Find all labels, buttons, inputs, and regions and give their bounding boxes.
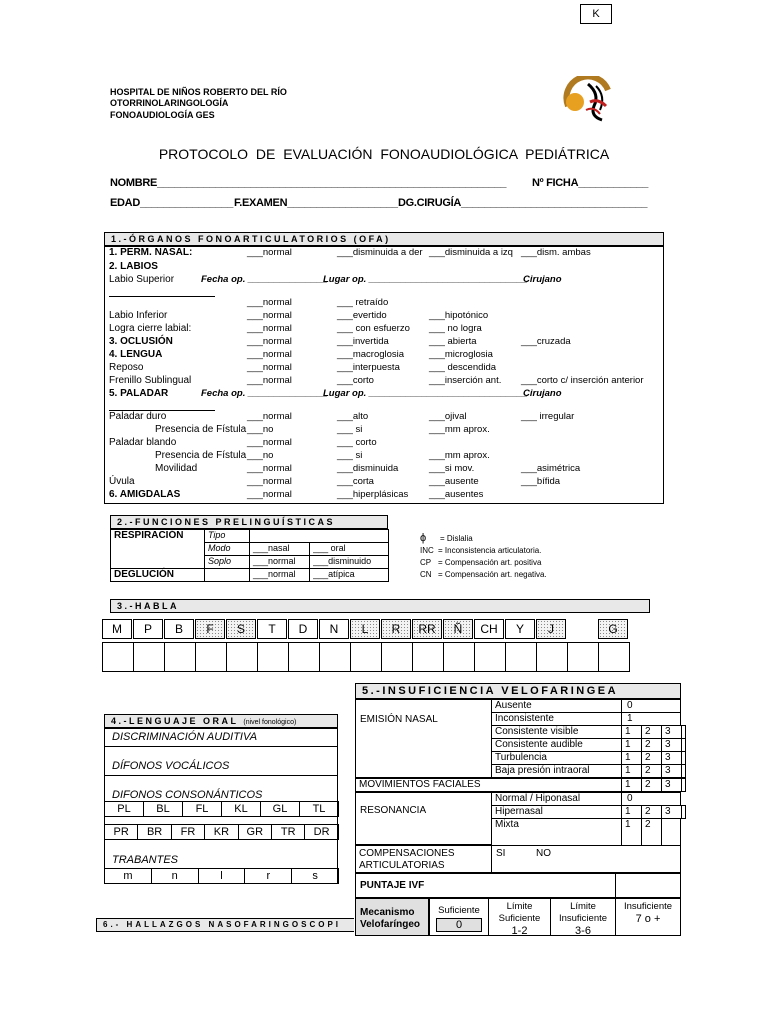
ofa-option[interactable]: ___ausente xyxy=(429,476,479,487)
emision-row-label xyxy=(491,764,622,778)
ofa-option[interactable]: ___normal xyxy=(247,310,292,321)
ivf-category[interactable]: Insuficiente 7 o + xyxy=(615,898,681,936)
difono-cell[interactable]: FL xyxy=(182,801,222,817)
section-3-header: 3.-HABLA xyxy=(110,599,650,613)
ofa-option[interactable]: ___bífida xyxy=(521,476,561,487)
section-4-header: 4.-LENGUAJE ORAL (nivel fonológico) xyxy=(104,714,338,728)
ofa-row xyxy=(109,450,659,463)
ofa-row xyxy=(109,247,659,260)
ofa-option[interactable]: ___normal xyxy=(247,362,292,373)
score-cell[interactable]: 1 xyxy=(621,805,642,819)
ofa-option[interactable]: ___normal xyxy=(247,411,292,422)
emision-row-label xyxy=(491,712,622,726)
ofa-label: Presencia de Fístula xyxy=(155,450,247,461)
phoneme-label: RR xyxy=(418,622,436,636)
ofa-option[interactable]: ___corta xyxy=(337,476,374,487)
phoneme-answer-cell[interactable] xyxy=(102,642,134,672)
ofa-row xyxy=(109,476,659,489)
emision-text: Consistente visible xyxy=(495,726,579,737)
score-cell xyxy=(681,751,686,765)
cirujano-field[interactable]: Cirujano xyxy=(523,388,562,399)
ofa-label: Paladar duro xyxy=(109,411,167,422)
score-cell[interactable]: 2 xyxy=(641,764,662,778)
resonancia-row-label: Mixta xyxy=(491,818,622,846)
phoneme-label: T xyxy=(268,622,276,636)
ofa-row xyxy=(109,411,659,424)
ivf-category[interactable]: Límite Insuficiente 3-6 xyxy=(550,898,616,936)
phoneme-cell xyxy=(319,619,349,639)
ofa-row xyxy=(109,336,659,349)
ofa-label: Movilidad xyxy=(155,463,198,474)
ofa-label: Paladar blando xyxy=(109,437,177,448)
phoneme-label: Y xyxy=(515,622,524,636)
ofa-option[interactable]: ___no xyxy=(247,424,274,435)
score-cell[interactable]: 2 xyxy=(641,805,662,819)
score-cell[interactable]: 3 xyxy=(661,805,682,819)
ofa-option[interactable]: ___normal xyxy=(247,336,292,347)
phoneme-label: B xyxy=(174,622,183,636)
ofa-option[interactable]: ___dism. ambas xyxy=(521,247,591,258)
ofa-option[interactable]: ___microglosia xyxy=(429,349,493,360)
emision-text: Ausente xyxy=(495,700,532,711)
soplo-disminuido-option[interactable]: ___disminuido xyxy=(310,556,389,569)
difono-cell[interactable]: l xyxy=(198,868,246,884)
ofa-label: 5. PALADAR xyxy=(109,388,169,399)
k-box: K xyxy=(580,4,612,24)
ofa-option[interactable]: ___normal xyxy=(247,349,292,360)
emision-text: Inconsistente xyxy=(495,713,554,724)
ofa-option[interactable]: ___mm aprox. xyxy=(429,450,490,461)
phoneme-cell xyxy=(381,619,411,639)
score-cell[interactable]: 1 xyxy=(621,751,642,765)
phoneme-cell xyxy=(567,619,597,639)
ofa-option[interactable]: ___ corto xyxy=(337,437,377,448)
phoneme-label: R xyxy=(391,622,401,636)
cirujano-field[interactable]: Cirujano xyxy=(523,274,562,285)
resonancia-label: RESONANCIA xyxy=(355,792,492,845)
ofa-option[interactable]: ___interpuesta xyxy=(337,362,400,373)
ofa-label: Labio Superior xyxy=(109,274,175,285)
difono-cell[interactable]: BR xyxy=(137,824,171,840)
field-fexamen[interactable]: F.EXAMEN___________________ xyxy=(234,197,398,209)
phoneme-cell xyxy=(474,619,504,639)
ofa-option[interactable]: ___mm aprox. xyxy=(429,424,490,435)
fecha-op-field[interactable]: Fecha op. _______________ xyxy=(201,388,328,399)
phoneme-cell xyxy=(102,619,132,639)
difono-cell[interactable]: r xyxy=(244,868,292,884)
phoneme-label: F xyxy=(206,622,214,636)
phoneme-label: Ñ xyxy=(453,622,463,636)
ofa-option[interactable]: ___disminuida a der xyxy=(337,247,423,258)
score-cell xyxy=(681,778,686,792)
difono-cell[interactable]: GR xyxy=(238,824,272,840)
modo-label: Modo xyxy=(205,543,250,556)
phoneme-cell xyxy=(505,619,535,639)
ofa-option[interactable]: ___ausentes xyxy=(429,489,484,500)
hospital-logo xyxy=(560,76,616,122)
phoneme-label: J xyxy=(548,622,554,636)
compensaciones-label: COMPENSACIONES ARTICULATORIAS xyxy=(355,845,492,873)
difono-cell[interactable]: n xyxy=(151,868,199,884)
ofa-row xyxy=(109,362,659,375)
ofa-option[interactable]: ___si mov. xyxy=(429,463,475,474)
difono-cell[interactable]: TR xyxy=(271,824,305,840)
phoneme-answer-cell[interactable] xyxy=(133,642,165,672)
phoneme-label: L xyxy=(361,622,369,636)
puntaje-ivf-label: PUNTAJE IVF xyxy=(355,873,616,898)
ofa-option[interactable]: ___normal xyxy=(247,463,292,474)
score-cell[interactable]: 1 xyxy=(621,818,642,846)
section-6-header: 6.- HALLAZGOS NASOFARINGOSCOPI xyxy=(96,918,354,932)
ofa-option[interactable]: ___evertido xyxy=(337,310,387,321)
score-cell[interactable]: 2 xyxy=(641,751,662,765)
emision-row-label xyxy=(491,699,622,713)
phoneme-answer-cell[interactable] xyxy=(443,642,475,672)
score-cell[interactable]: 1 xyxy=(621,738,642,752)
score-cell xyxy=(681,805,686,819)
ofa-label: 3. OCLUSIÓN xyxy=(109,336,173,347)
ofa-label: Labio Inferior xyxy=(109,310,168,321)
ofa-row xyxy=(109,375,659,388)
puntaje-ivf-value[interactable] xyxy=(615,873,681,898)
field-ficha[interactable]: Nº FICHA____________ xyxy=(532,177,649,189)
phoneme-cell xyxy=(195,619,225,639)
score-cell[interactable]: 3 xyxy=(661,751,682,765)
field-edad[interactable]: EDAD________________ xyxy=(110,197,234,209)
phoneme-answer-cell[interactable] xyxy=(412,642,444,672)
difono-cell[interactable]: TL xyxy=(299,801,339,817)
ofa-row xyxy=(109,323,659,336)
phoneme-answer-cell[interactable] xyxy=(381,642,413,672)
section-1-header: 1.-ÓRGANOS FONOARTICULATORIOS (OFA) xyxy=(104,232,664,246)
ofa-option[interactable]: ___normal xyxy=(247,476,292,487)
ofa-row xyxy=(109,489,659,502)
legend: ϕ = Dislalia INC = Inconsistencia articulatoria. CP = Compensación art. positiva CN = Compensación art. negativa. xyxy=(420,532,547,579)
resonancia-row-label: Hipernasal xyxy=(491,805,622,819)
difono-cell[interactable]: KL xyxy=(221,801,261,817)
ofa-row xyxy=(109,297,659,310)
ofa-option[interactable]: ___ retraído xyxy=(337,297,389,308)
section-5-header: 5.-INSUFICIENCIA VELOFARINGEA xyxy=(355,683,681,699)
phoneme-answer-cell[interactable] xyxy=(226,642,258,672)
deglucion-atipica-option[interactable]: ___atípica xyxy=(310,569,389,582)
phoneme-answer-cell[interactable] xyxy=(350,642,382,672)
emision-row-label xyxy=(491,751,622,765)
ofa-label: Reposo xyxy=(109,362,144,373)
compensaciones-value[interactable]: SI NO xyxy=(491,845,681,873)
score-cell[interactable]: 3 xyxy=(661,738,682,752)
ofa-option[interactable]: ___normal xyxy=(247,323,292,334)
difono-cell[interactable]: PL xyxy=(104,801,144,817)
ofa-label: Frenillo Sublingual xyxy=(109,375,192,386)
score-cell xyxy=(681,764,686,778)
fecha-op-field[interactable]: Fecha op. _______________ xyxy=(201,274,328,285)
difono-cell[interactable]: DR xyxy=(304,824,338,840)
section-2-header: 2.-FUNCIONES PRELINGUÍSTICAS xyxy=(110,515,388,529)
ofa-option[interactable]: ___inserción ant. xyxy=(429,375,502,386)
mecanismo-label: Mecanismo Velofaríngeo xyxy=(355,898,429,936)
field-nombre[interactable]: NOMBRE____________________________________________________________ xyxy=(110,177,507,189)
score-cell[interactable]: 3 xyxy=(661,764,682,778)
difono-cell[interactable]: KR xyxy=(204,824,238,840)
ofa-option[interactable]: ___normal xyxy=(247,247,292,258)
nasal-option[interactable]: ___nasal xyxy=(250,543,310,556)
phoneme-cell xyxy=(598,619,628,639)
emision-row-label xyxy=(491,738,622,752)
ofa-option[interactable]: ___disminuida xyxy=(337,463,399,474)
score-cell[interactable]: 1 xyxy=(621,764,642,778)
ofa-label: 6. AMIGDALAS xyxy=(109,489,181,500)
ofa-row xyxy=(109,388,659,401)
phoneme-cell xyxy=(350,619,380,639)
phoneme-answer-cell[interactable] xyxy=(598,642,630,672)
score-cell[interactable]: 2 xyxy=(641,738,662,752)
phoneme-label: M xyxy=(112,622,122,636)
trabantes-label: TRABANTES xyxy=(112,854,179,866)
discriminacion-auditiva: DISCRIMINACIÓN AUDITIVA xyxy=(112,731,258,743)
score-cell[interactable]: 3 xyxy=(661,778,682,792)
ofa-label: 1. PERM. NASAL: xyxy=(109,247,193,258)
deglucion-label: DEGLUCIÓN xyxy=(111,569,205,582)
ofa-option[interactable]: ___hiperplásicas xyxy=(337,489,409,500)
phoneme-answer-cell[interactable] xyxy=(474,642,506,672)
respiracion-label: RESPIRACIÓN xyxy=(111,530,205,569)
hospital-name: HOSPITAL DE NIÑOS ROBERTO DEL RÍO xyxy=(110,87,287,97)
ofa-option[interactable]: ___invertida xyxy=(337,336,389,347)
phoneme-cell xyxy=(288,619,318,639)
difono-cell[interactable]: PR xyxy=(104,824,138,840)
phoneme-label: N xyxy=(329,622,339,636)
ofa-option[interactable]: ___alto xyxy=(337,411,369,422)
difono-cell[interactable]: BL xyxy=(143,801,183,817)
score-cell[interactable]: 2 xyxy=(641,778,662,792)
ofa-option[interactable]: ___corto xyxy=(337,375,374,386)
ivf-category[interactable]: Suficiente 0 xyxy=(429,898,489,936)
difono-cell[interactable]: m xyxy=(104,868,152,884)
phoneme-cell xyxy=(133,619,163,639)
emision-nasal-label: EMISIÓN NASAL xyxy=(355,699,492,778)
ofa-option[interactable]: ___corto c/ inserción anterior xyxy=(521,375,644,386)
difonos-vocalicos: DÍFONOS VOCÁLICOS xyxy=(112,760,230,772)
phi-symbol: ϕ xyxy=(420,532,427,544)
ofa-option[interactable]: ___ con esfuerzo xyxy=(337,323,410,334)
score-cell[interactable]: 0 xyxy=(621,792,681,806)
page-title: PROTOCOLO DE EVALUACIÓN FONOAUDIOLÓGICA PEDIÁTRICA xyxy=(158,146,610,162)
score-cell xyxy=(681,738,686,752)
ofa-row xyxy=(109,463,659,476)
score-cell[interactable]: 1 xyxy=(621,725,642,739)
ofa-option[interactable]: ___ojival xyxy=(429,411,467,422)
ofa-row xyxy=(109,261,659,274)
ofa-row xyxy=(109,349,659,362)
ofa-row xyxy=(109,310,659,323)
difono-cell[interactable]: s xyxy=(291,868,339,884)
score-cell xyxy=(661,818,681,846)
phoneme-answer-cell[interactable] xyxy=(319,642,351,672)
ofa-option[interactable]: ___ irregular xyxy=(521,411,575,422)
movimientos-faciales-label: MOVIMIENTOS FACIALES xyxy=(355,778,622,792)
ofa-label: 2. LABIOS xyxy=(109,261,158,272)
phoneme-answer-cell[interactable] xyxy=(567,642,599,672)
ofa-option[interactable]: ___ abierta xyxy=(429,336,477,347)
ofa-row xyxy=(109,274,659,287)
difono-cell[interactable]: GL xyxy=(260,801,300,817)
section-2-table xyxy=(110,529,389,582)
department-name: OTORRINOLARINGOLOGÍA xyxy=(110,98,229,108)
ofa-option[interactable]: ___normal xyxy=(247,437,292,448)
emision-row-label xyxy=(491,725,622,739)
ofa-option[interactable]: ___cruzada xyxy=(521,336,571,347)
phoneme-answer-cell[interactable] xyxy=(536,642,568,672)
phoneme-answer-cell[interactable] xyxy=(164,642,196,672)
resonancia-row-label: Normal / Hiponasal xyxy=(491,792,622,806)
difonos-consonanticos: DIFONOS CONSONÁNTICOS xyxy=(112,789,263,801)
ofa-option[interactable]: ___normal xyxy=(247,489,292,500)
phoneme-label: S xyxy=(236,622,245,636)
ofa-option[interactable]: ___normal xyxy=(247,297,292,308)
score-cell[interactable]: 1 xyxy=(621,712,681,726)
ofa-option[interactable]: ___ si xyxy=(337,424,363,435)
phoneme-label: CH xyxy=(480,622,498,636)
score-cell xyxy=(681,725,686,739)
ofa-label: Presencia de Fístula xyxy=(155,424,247,435)
field-dgcirugia[interactable]: DG.CIRUGÍA________________________________ xyxy=(398,197,648,209)
ofa-row xyxy=(109,424,659,437)
phoneme-cell xyxy=(226,619,256,639)
ivf-category[interactable]: Límite Suficiente 1-2 xyxy=(488,898,551,936)
ofa-label: 4. LENGUA xyxy=(109,349,163,360)
difono-cell[interactable]: FR xyxy=(171,824,205,840)
phoneme-cell xyxy=(257,619,287,639)
phoneme-answer-cell[interactable] xyxy=(288,642,320,672)
score-cell[interactable]: 3 xyxy=(661,725,682,739)
ofa-option[interactable]: ___ si xyxy=(337,450,363,461)
phoneme-cell xyxy=(164,619,194,639)
emision-text: Turbulencia xyxy=(495,752,547,763)
phoneme-label: G xyxy=(608,622,618,636)
ofa-label: Logra cierre labial: xyxy=(109,323,192,334)
ofa-option[interactable]: ___macroglosia xyxy=(337,349,405,360)
phoneme-cell xyxy=(536,619,566,639)
emision-text: Consistente audible xyxy=(495,739,583,750)
phoneme-cell xyxy=(412,619,442,639)
phoneme-label: D xyxy=(298,622,308,636)
unit-name: FONOAUDIOLOGÍA GES xyxy=(110,110,215,120)
deglucion-normal-option[interactable]: ___normal xyxy=(250,569,310,582)
score-cell[interactable]: 2 xyxy=(641,818,662,846)
score-cell[interactable]: 1 xyxy=(621,778,642,792)
score-cell[interactable]: 2 xyxy=(641,725,662,739)
emision-text: Baja presión intraoral xyxy=(495,765,590,776)
soplo-label: Soplo xyxy=(205,556,250,569)
oral-option[interactable]: ___ oral xyxy=(310,543,389,556)
ofa-option[interactable]: ___no xyxy=(247,450,274,461)
ofa-option[interactable]: ___normal xyxy=(247,375,292,386)
score-cell[interactable]: 0 xyxy=(621,699,681,713)
ofa-option[interactable]: ___hipotónico xyxy=(429,310,489,321)
phoneme-answer-cell[interactable] xyxy=(257,642,289,672)
lugar-op-field[interactable]: Lugar op. ______________________________ xyxy=(323,388,528,399)
ofa-option[interactable]: ___asimétrica xyxy=(521,463,581,474)
tipo-label: Tipo xyxy=(205,530,250,543)
phoneme-answer-cell[interactable] xyxy=(195,642,227,672)
phoneme-label: P xyxy=(143,622,152,636)
phoneme-cell xyxy=(443,619,473,639)
soplo-normal-option[interactable]: ___normal xyxy=(250,556,310,569)
lugar-op-field[interactable]: Lugar op. ______________________________ xyxy=(323,274,528,285)
ofa-row xyxy=(109,437,659,450)
ofa-option[interactable]: ___ descendida xyxy=(429,362,497,373)
ofa-label: Úvula xyxy=(109,476,135,487)
ofa-option[interactable]: ___ no logra xyxy=(429,323,482,334)
ofa-option[interactable]: ___disminuida a izq xyxy=(429,247,513,258)
phoneme-answer-cell[interactable] xyxy=(505,642,537,672)
